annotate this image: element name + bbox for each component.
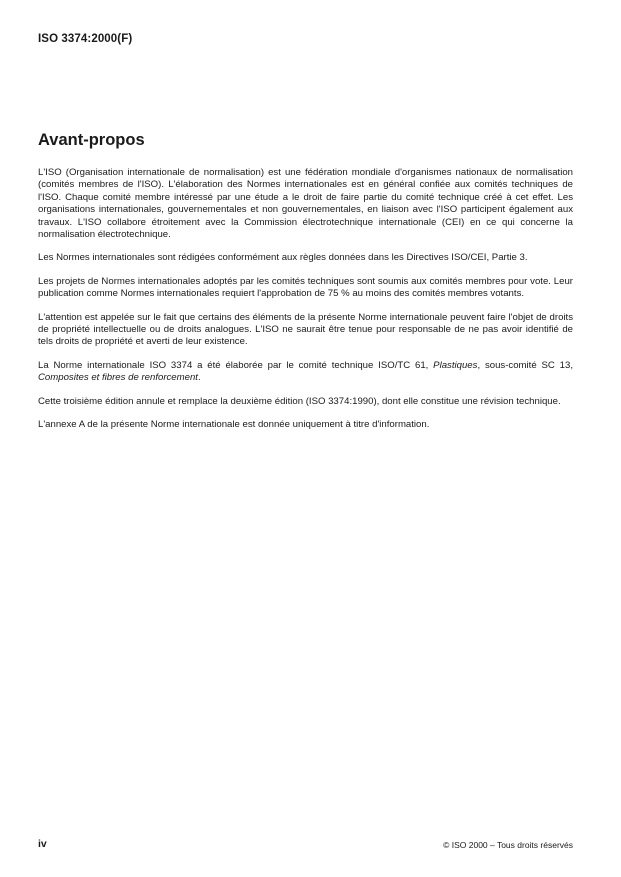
committee-text-start: La Norme internationale ISO 3374 a été élaborée par le comité technique ISO/TC 61, [38, 359, 434, 371]
paragraph-voting: Les projets de Normes internationales adoptés par les comités techniques sont soumis aux comités membres pour vote. Leur publication comme Normes internationales requiert l'approbation de 75 % au moins des comités membres votants. [38, 275, 573, 300]
subcommittee-name: Composites et fibres de renforcement [38, 372, 198, 384]
document-id-header: ISO 3374:2000(F) [38, 33, 133, 45]
paragraph-committee [38, 360, 573, 385]
foreword-body [38, 167, 573, 443]
paragraph-annex: L'annexe A de la présente Norme internationale est donnée uniquement à titre d'information. [38, 419, 430, 431]
copyright-notice: © ISO 2000 – Tous droits réservés [443, 840, 573, 850]
committee-text-end: . [197, 372, 201, 384]
committee-text-mid: , sous-comité SC 13, [477, 359, 573, 371]
paragraph-patent-rights: L'attention est appelée sur le fait que certains des éléments de la présente Norme internationale peuvent faire l'objet de droits de propriété intellectuelle ou de droits analogues. L'ISO ne saurait être tenue pour responsable de ne pas avoir identifié de tels droits de propriété et averti de leur existence. [38, 311, 573, 348]
section-title: Avant-propos [38, 131, 145, 149]
paragraph-edition: Cette troisième édition annule et remplace la deuxième édition (ISO 3374:1990), dont elle constitue une révision technique. [38, 395, 561, 407]
paragraph-iso-description: L'ISO (Organisation internationale de normalisation) est une fédération mondiale d'organismes nationaux de normalisation (comités membres de l'ISO). L'élaboration des Normes internationales est en général confiée aux comités techniques de l'ISO. Chaque comité membre intéressé par une étude a le droit de faire partie du comité technique créé à cet effet. Les organisations internationales, gouvernementales et non gouvernementales, en liaison avec l'ISO participent également aux travaux. L'ISO collabore étroitement avec la Commission électrotechnique internationale (CEI) en ce qui concerne la normalisation électrotechnique. [38, 167, 573, 241]
committee-name-plastiques: Plastiques [433, 359, 478, 371]
paragraph-drafting-rules: Les Normes internationales sont rédigées conformément aux règles données dans les Directives ISO/CEI, Partie 3. [38, 252, 528, 264]
page-number: iv [38, 838, 47, 850]
